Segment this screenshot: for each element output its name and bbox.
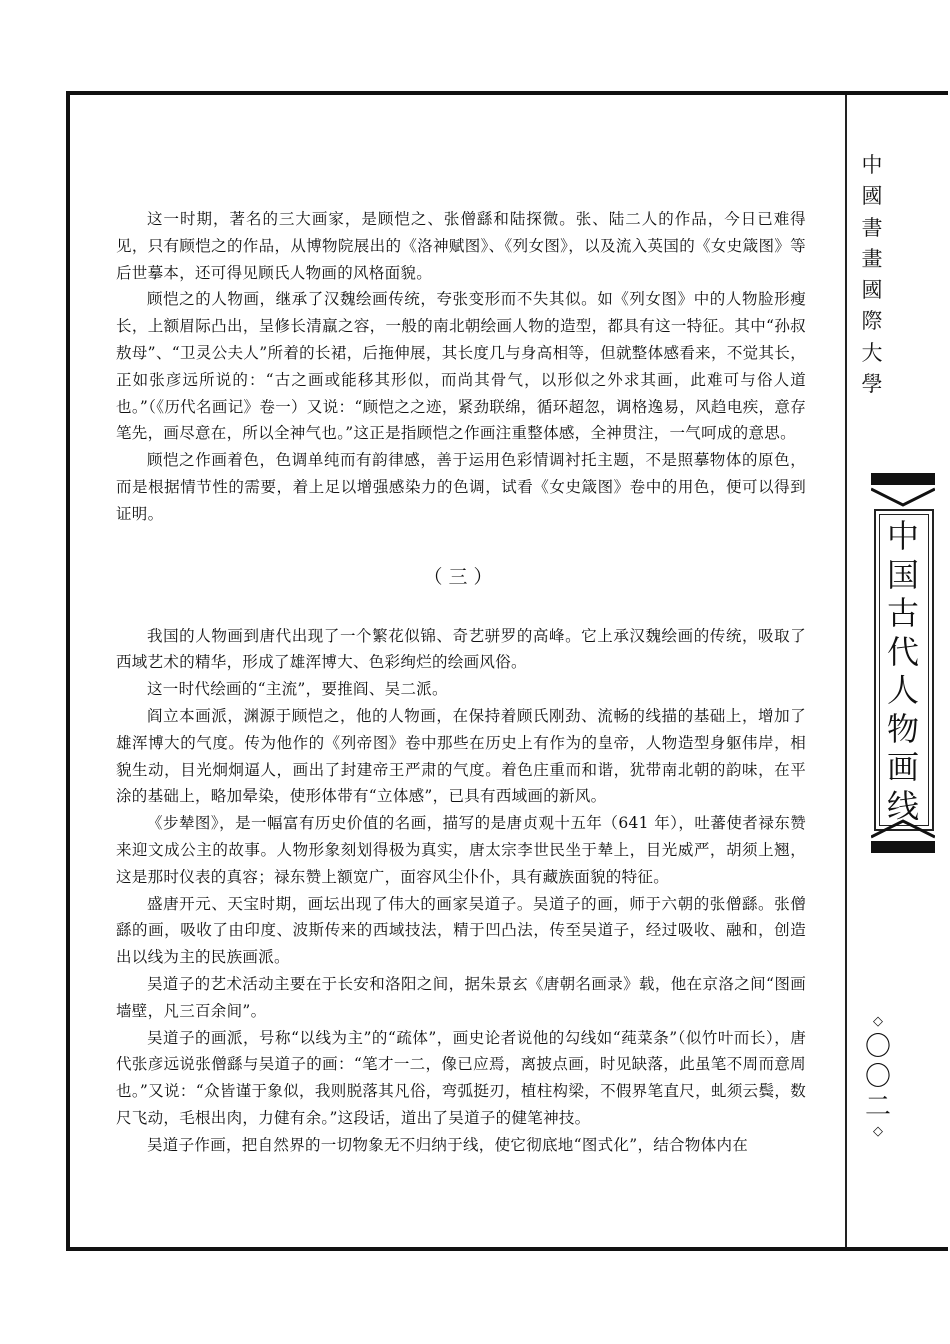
- paragraph: 我国的人物画到唐代出现了一个繁花似锦、奇艺骈罗的高峰。它上承汉魏绘画的传统，吸取了西域艺术的精华，形成了雄浑博大、色彩绚烂的绘画风俗。: [116, 626, 806, 672]
- title-char: 国: [886, 555, 919, 594]
- paragraph: 吴道子作画，把自然界的一切物象无不归纳于线，使它彻底地“图式化”，结合物体内在: [147, 1135, 749, 1154]
- page-number: [858, 1012, 898, 1142]
- paragraph: 盛唐开元、天宝时期，画坛出现了伟大的画家吴道子。吴道子的画，师于六朝的张僧繇。张僧繇的画，吸收了由印度、波斯传来的西域技法，精于凹凸法，传至吴道子，经过吸收、融和，创造出以线为主的民族画派。: [116, 894, 806, 967]
- paragraph: 这一时代绘画的“主流”，要推阎、吴二派。: [147, 680, 448, 699]
- paragraph: 这一时期，著名的三大画家，是顾恺之、张僧繇和陆探微。张、陆二人的作品，今日已难得见，只有顾恺之的作品，从博物院展出的《洛神赋图》、《列女图》，以及流入英国的《女史箴图》等后世摹本，还可得见顾氏人物画的风格面貌。: [116, 210, 806, 282]
- paragraph: 吴道子的画派，号称“以线为主”的“疏体”，画史论者说他的勾线如“莼菜条”（似竹叶而长），唐代张彦远说张僧繇与吴道子的画：“笔才一二，像已应焉，离披点画，时见缺落，此虽笔不周而意周也。”又说：“众皆谨于象似，我则脱落其凡俗，弯弧挺刃，植柱构梁，不假界笔直尺，虬须云鬓，数尺飞动，毛根出肉，力健有余。”这段话，道出了吴道子的健笔神技。: [116, 1028, 806, 1127]
- series-char: 書: [861, 215, 883, 240]
- title-char: 线: [886, 786, 919, 825]
- section-heading: （三）: [423, 565, 499, 588]
- page-digit: 〇: [864, 1062, 891, 1092]
- series-title: [852, 150, 892, 400]
- series-char: 國: [861, 278, 883, 303]
- paragraph: 顾恺之的人物画，继承了汉魏绘画传统，夸张变形而不失其似。如《列女图》中的人物脸形瘦长，上额眉际凸出，呈修长清羸之容，一般的南北朝绘画人物的造型，都具有这一特征。其中“孙叔敖母”、“卫灵公夫人”所着的长裙，后拖伸展，其长度几与身高相等，但就整体感看来，不觉其长，正如张彦远所说的：“古之画或能移其形似，而尚其骨气，以形似之外求其画，此难可与俗人道也。”（《历代名画记》卷一）又说：“顾恺之之迹，紧劲联绵，循环超忽，调格逸易，风趋电疾，意存笔先，画尽意在，所以全神气也。”这正是指顾恺之作画注重整体感，全神贯注，一气呵成的意思。: [116, 290, 806, 443]
- title-char: 代: [886, 632, 919, 671]
- paragraph: 吴道子的艺术活动主要在于长安和洛阳之间，据朱景玄《唐朝名画录》载，他在京洛之间“图画墙壁，凡三百余间”。: [116, 974, 806, 1020]
- title-top-bar: [871, 473, 935, 485]
- series-char: 學: [861, 372, 883, 397]
- title-char: 中: [886, 517, 919, 555]
- paragraph: 《步辇图》，是一幅富有历史价值的名画，描写的是唐贞观十五年（641 年），吐蕃使者禄东赞来迎文成公主的故事。人物形象刻划得极为真实，唐太宗李世民坐于辇上，目光威严，胡须上翘，这是那时仪表的真容；禄东赞上额宽广，面容风尘仆仆，具有藏族面貌的特征。: [116, 814, 806, 886]
- series-char: 際: [861, 309, 883, 334]
- diamond-icon: ◇: [873, 1124, 883, 1139]
- diamond-icon: ◇: [873, 1014, 883, 1029]
- page-digit: 二: [864, 1092, 891, 1122]
- series-char: 中: [861, 153, 883, 177]
- chevron-top-ornament: [871, 487, 935, 507]
- title-bottom-bar: [871, 841, 935, 853]
- chevron-bottom-ornament: [871, 819, 935, 839]
- title-char: 画: [886, 748, 919, 786]
- series-char: 畫: [861, 246, 883, 271]
- paragraph: 阎立本画派，渊源于顾恺之，他的人物画，在保持着顾氏刚劲、流畅的线描的基础上，增加了雄浑博大的气度。传为他作的《列帝图》卷中那些在历史上有作为的皇帝，人物造型身躯伟岸，相貌生动，目光炯炯逼人，画出了封建帝王严肃的气度。着色庄重而和谐，犹带南北朝的韵味，在平涂的基础上，略加晕染，使形体带有“立体感”，已具有西域画的新风。: [116, 706, 806, 806]
- book-title-panel: [871, 473, 935, 853]
- series-char: 國: [861, 184, 883, 209]
- sidebar-divider: [845, 95, 847, 1247]
- paragraph: 顾恺之作画着色，色调单纯而有韵律感，善于运用色彩情调衬托主题，不是照摹物体的原色，而是根据情节性的需要，着上足以增强感染力的色调，试看《女史箴图》卷中的用色，便可以得到证明。: [116, 451, 806, 523]
- page-digit: 〇: [864, 1032, 891, 1062]
- book-title: [871, 517, 935, 825]
- title-char: 人: [886, 671, 919, 709]
- body-text: [116, 206, 806, 1159]
- series-char: 大: [861, 340, 883, 365]
- title-char: 古: [886, 594, 919, 632]
- title-char: 物: [886, 709, 919, 748]
